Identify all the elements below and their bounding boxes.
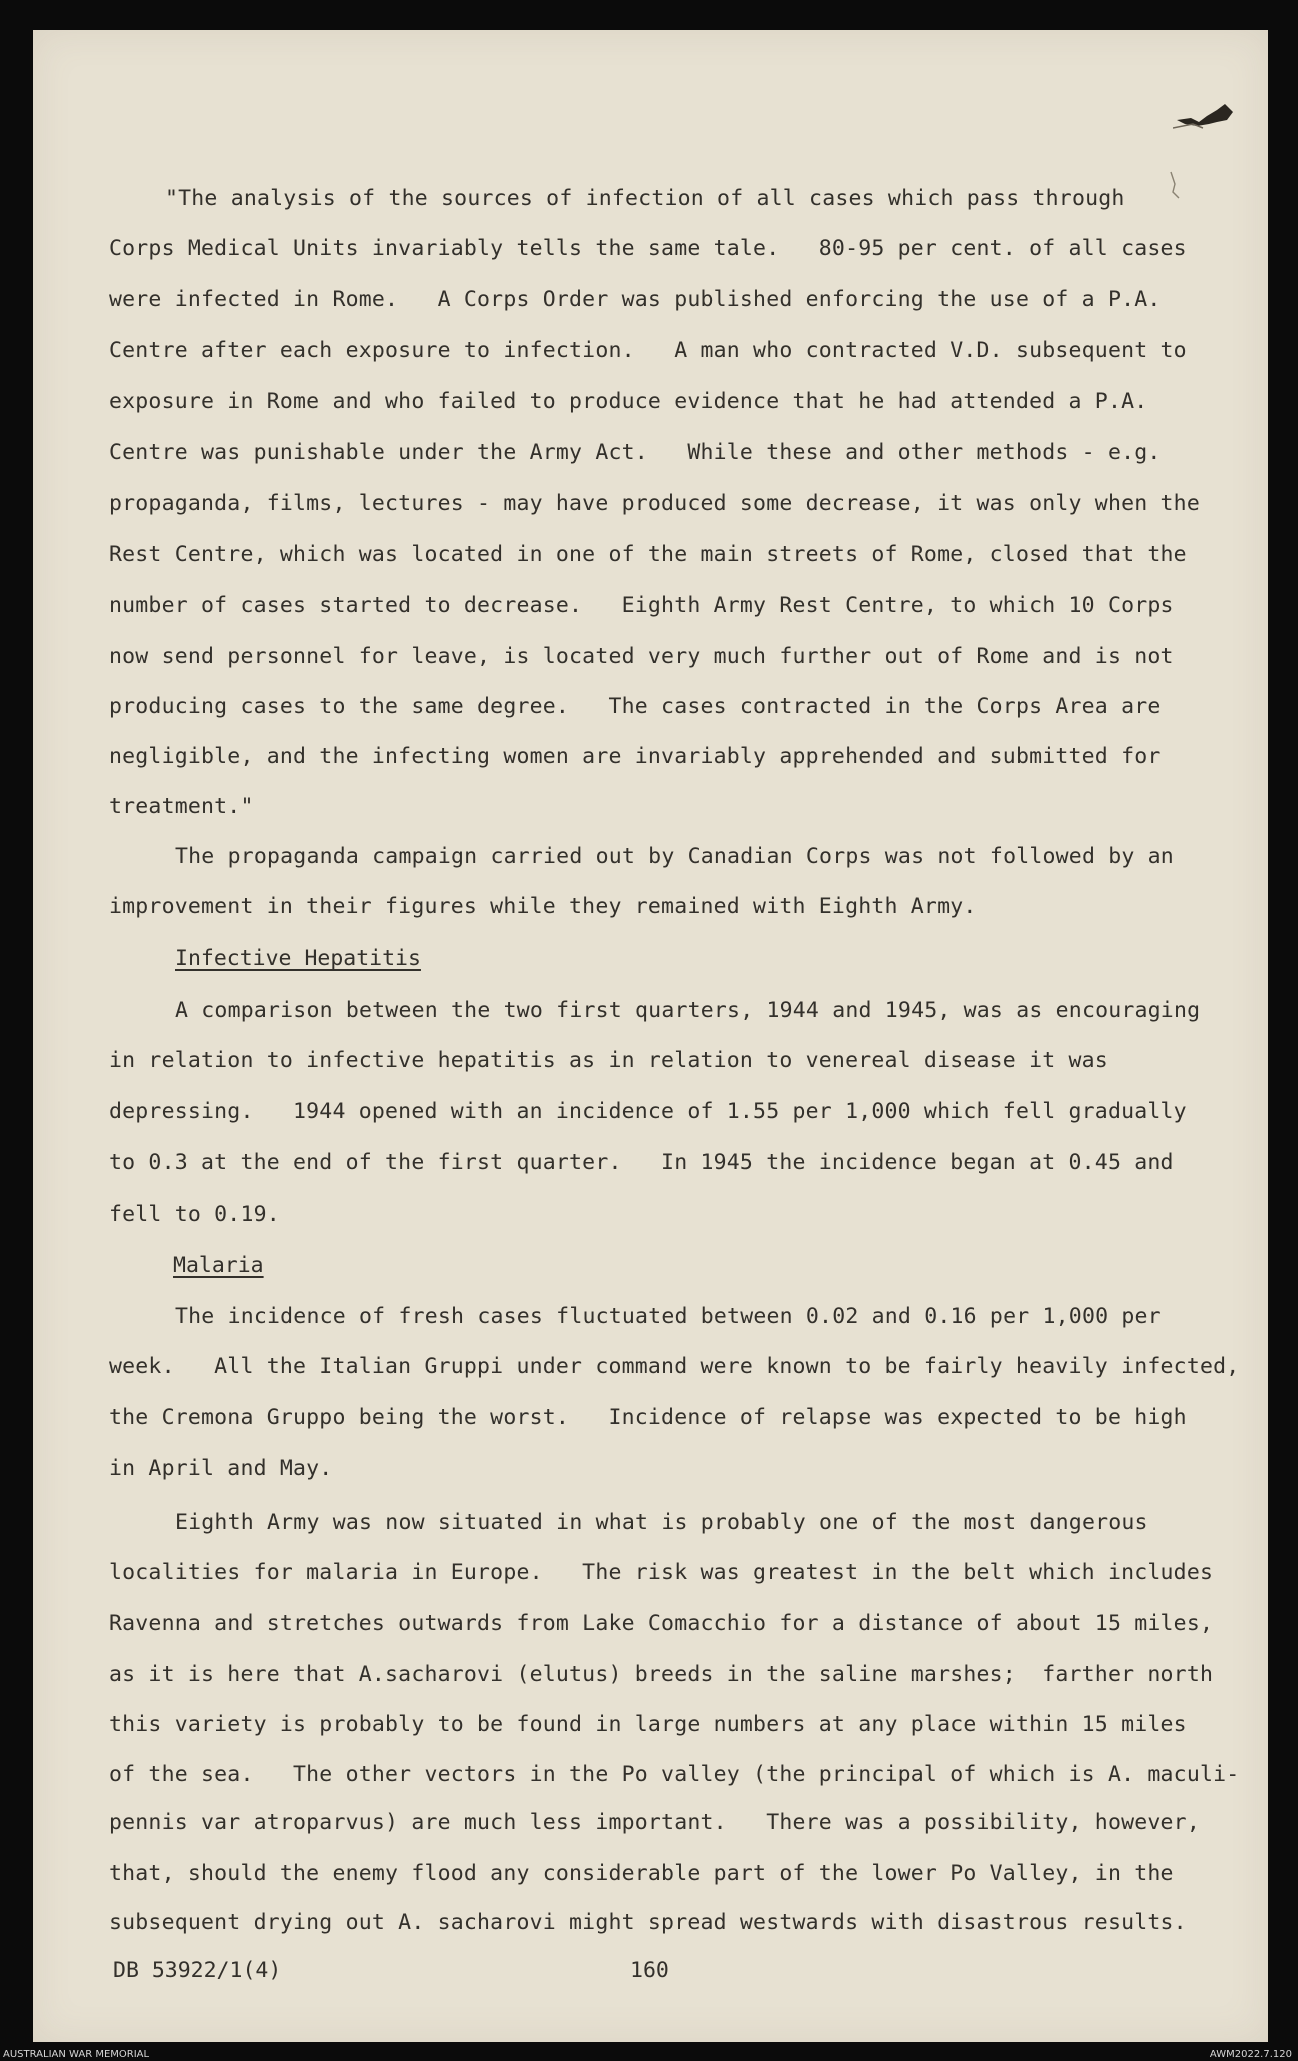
quote-line: producing cases to the same degree. The cases contracted in the Corps Area are [109, 694, 1161, 719]
quote-line: now send personnel for leave, is located very much further out of Rome and is not [109, 644, 1174, 669]
paragraph-line: pennis var atroparvus) are much less important. There was a possibility, however, [109, 1810, 1200, 1835]
paragraph-line: improvement in their figures while they remained with Eighth Army. [109, 894, 977, 919]
paragraph-line: to 0.3 at the end of the first quarter. In 1945 the incidence began at 0.45 and [109, 1150, 1174, 1175]
quote-line: Corps Medical Units invariably tells the same tale. 80-95 per cent. of all cases [109, 236, 1187, 261]
archive-caption-bar [0, 2046, 1298, 2061]
paragraph-line: as it is here that A.sacharovi (elutus) breeds in the saline marshes; farther north [109, 1662, 1214, 1687]
paragraph-line: Ravenna and stretches outwards from Lake Comacchio for a distance of about 15 miles, [109, 1611, 1214, 1636]
paragraph-line: Eighth Army was now situated in what is probably one of the most dangerous [175, 1510, 1148, 1535]
quote-line: "The analysis of the sources of infection of all cases which pass through [165, 186, 1125, 211]
paper-scratch-mark [1169, 170, 1181, 200]
paper-tear-mark [1173, 98, 1243, 138]
paragraph-line: The propaganda campaign carried out by Canadian Corps was not followed by an [175, 844, 1174, 869]
paragraph-line: The incidence of fresh cases fluctuated between 0.02 and 0.16 per 1,000 per [175, 1304, 1161, 1329]
paragraph-line: in relation to infective hepatitis as in relation to venereal disease it was [109, 1048, 1108, 1073]
malaria-heading: Malaria [173, 1253, 264, 1278]
paragraph-line: week. All the Italian Gruppi under command were known to be fairly heavily infected, [109, 1354, 1240, 1379]
quote-line: treatment." [109, 794, 254, 819]
paragraph-line: localities for malaria in Europe. The risk was greatest in the belt which includes [109, 1560, 1214, 1585]
hepatitis-heading: Infective Hepatitis [175, 946, 421, 971]
paragraph-line: of the sea. The other vectors in the Po valley (the principal of which is A. maculi- [109, 1762, 1240, 1787]
paragraph-line: depressing. 1944 opened with an incidence of 1.55 per 1,000 which fell gradually [109, 1099, 1187, 1124]
quote-line: propaganda, films, lectures - may have produced some decrease, it was only when the [109, 491, 1200, 516]
quote-line: negligible, and the infecting women are invariably apprehended and submitted for [109, 744, 1161, 769]
document-reference: DB 53922/1(4) [113, 1958, 282, 1983]
paragraph-line: A comparison between the two first quarters, 1944 and 1945, was as encouraging [175, 998, 1201, 1023]
quote-line: exposure in Rome and who failed to produce evidence that he had attended a P.A. [109, 389, 1148, 414]
quote-line: were infected in Rome. A Corps Order was published enforcing the use of a P.A. [109, 287, 1161, 312]
paragraph-line: fell to 0.19. [109, 1202, 280, 1227]
paragraph-line: the Cremona Gruppo being the worst. Incidence of relapse was expected to be high [109, 1405, 1187, 1430]
paragraph-line: subsequent drying out A. sacharovi might spread westwards with disastrous results. [109, 1910, 1187, 1935]
page-number: 160 [630, 1958, 669, 1983]
quote-line: Centre was punishable under the Army Act. While these and other methods - e.g. [109, 440, 1161, 465]
quote-line: Rest Centre, which was located in one of the main streets of Rome, closed that the [109, 542, 1187, 567]
paragraph-line: that, should the enemy flood any considerable part of the lower Po Valley, in the [109, 1861, 1174, 1886]
quote-line: Centre after each exposure to infection. A man who contracted V.D. subsequent to [109, 338, 1187, 363]
archive-name: AUSTRALIAN WAR MEMORIAL [3, 2049, 150, 2060]
document-page [33, 30, 1268, 2042]
archive-reference: AWM2022.7.120 [1209, 2049, 1292, 2060]
paragraph-line: this variety is probably to be found in large numbers at any place within 15 miles [109, 1712, 1187, 1737]
quote-line: number of cases started to decrease. Eighth Army Rest Centre, to which 10 Corps [109, 593, 1174, 618]
paragraph-line: in April and May. [109, 1456, 333, 1481]
